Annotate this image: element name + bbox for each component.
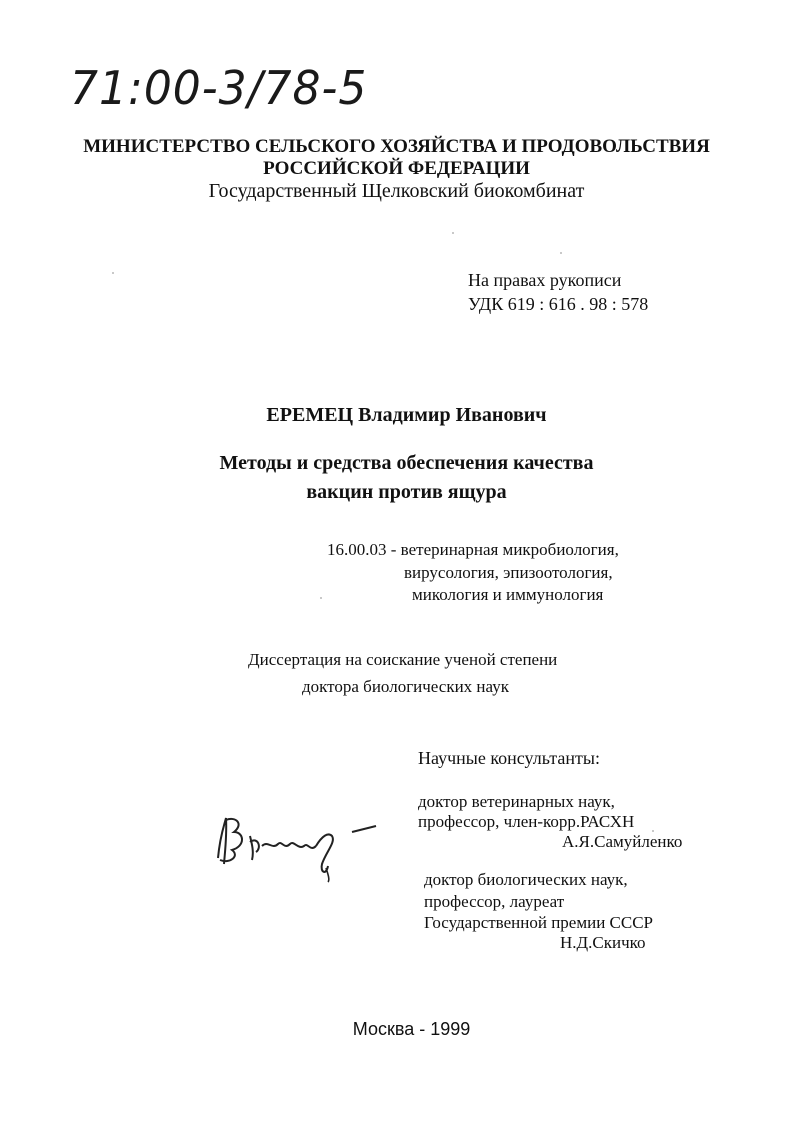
consultant2-title: профессор, лауреат <box>424 892 565 911</box>
consultants-heading: Научные консультанты: <box>418 748 600 768</box>
ministry-title-line1: МИНИСТЕРСТВО СЕЛЬСКОГО ХОЗЯЙСТВА И ПРОДОВОЛЬСТВИЯ <box>83 136 710 157</box>
consultant1-title: профессор, член-корр.РАСХН <box>418 812 635 831</box>
manuscript-rights: На правах рукописи <box>468 270 622 290</box>
consultant2-award: Государственной премии СССР <box>424 913 654 932</box>
specialty-line1: 16.00.03 - ветеринарная микробиология, <box>327 540 619 559</box>
consultant1-degree: доктор ветеринарных наук, <box>418 792 615 811</box>
consultant2-degree: доктор биологических наук, <box>424 870 628 889</box>
dissertation-title-line1: Методы и средства обеспечения качества <box>219 452 594 474</box>
author-name: ЕРЕМЕЦ Владимир Иванович <box>266 404 547 426</box>
consultant1-name: А.Я.Самуйленко <box>562 832 683 851</box>
handwritten-archive-number: 71:00-3/78-5 <box>70 62 368 116</box>
handwritten-signature <box>210 806 390 886</box>
degree-line2: доктора биологических наук <box>302 677 509 696</box>
specialty-line2: вирусология, эпизоотология, <box>404 563 613 582</box>
dissertation-title-line2: вакцин против ящура <box>306 481 507 503</box>
scan-speck <box>652 830 654 832</box>
scan-speck <box>560 252 562 254</box>
scan-speck <box>452 232 454 234</box>
city-year: Москва - 1999 <box>352 1019 471 1039</box>
consultant2-name: Н.Д.Скичко <box>560 933 646 952</box>
ministry-title-line2: РОССИЙСКОЙ ФЕДЕРАЦИИ <box>263 158 530 179</box>
specialty-line3: микология и иммунология <box>412 585 604 604</box>
scan-speck <box>320 597 322 599</box>
udc-code: УДК 619 : 616 . 98 : 578 <box>468 294 649 314</box>
scan-speck <box>112 272 114 274</box>
degree-line1: Диссертация на соискание ученой степени <box>248 650 558 669</box>
organization-name: Государственный Щелковский биокомбинат <box>208 180 585 202</box>
